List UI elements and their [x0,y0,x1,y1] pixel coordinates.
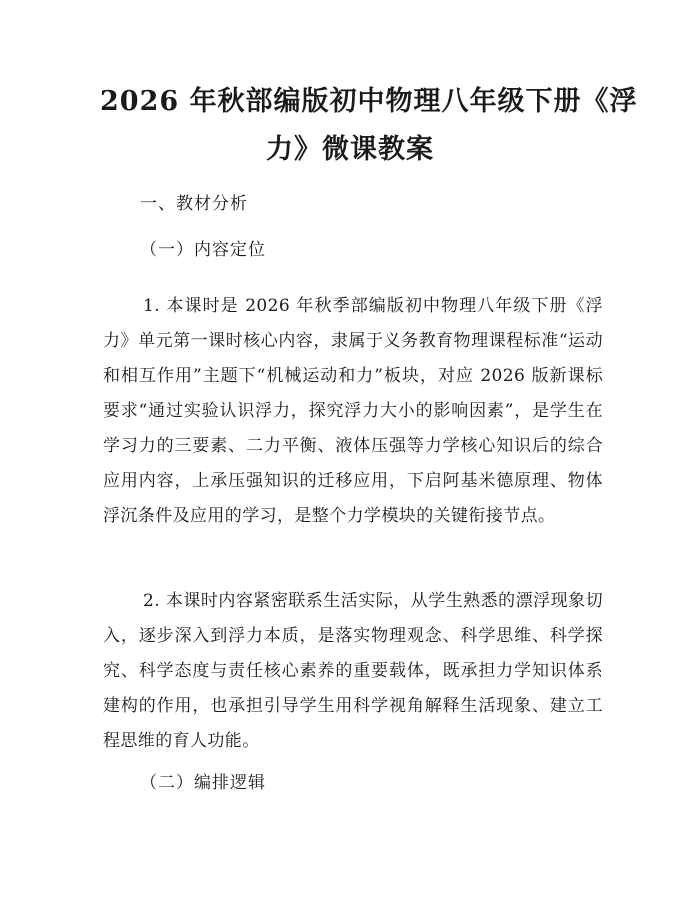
document-title-line-2: 力》微课教案 [266,134,434,165]
paragraph-1: 1. 本课时是 2026 年秋季部编版初中物理八年级下册《浮力》单元第一课时核心内容，隶属于义务教育物理课程标准“运动和相互作用”主题下“机械运动和力”板块，对应 2026 版新课标要求“通过实验认识浮力，探究浮力大小的影响因素”，是学生在学习力的三要素、二力平衡、液体压强等力学核心知识后的综合应用内容，上承压强知识的迁移应用，下启阿基米德原理、物体浮沉条件及应用的学习，是整个力学模块的关键衔接节点。 [103,296,603,526]
section-heading-textbook-analysis: 一、教材分析 [140,194,248,214]
paragraph-2: 2. 本课时内容紧密联系生活实际，从学生熟悉的漂浮现象切入，逐步深入到浮力本质，是落实物理观念、科学思维、科学探究、科学态度与责任核心素养的重要载体，既承担力学知识体系建构的作用，也承担引导学生用科学视角解释生活现象、建立工程思维的育人功能。 [103,591,603,751]
document-title-line-1: 2026 年秋部编版初中物理八年级下册《浮 [100,86,638,117]
subsection-heading-content-positioning: （一）内容定位 [140,240,266,260]
subsection-heading-arrangement-logic: （二）编排逻辑 [140,773,266,793]
